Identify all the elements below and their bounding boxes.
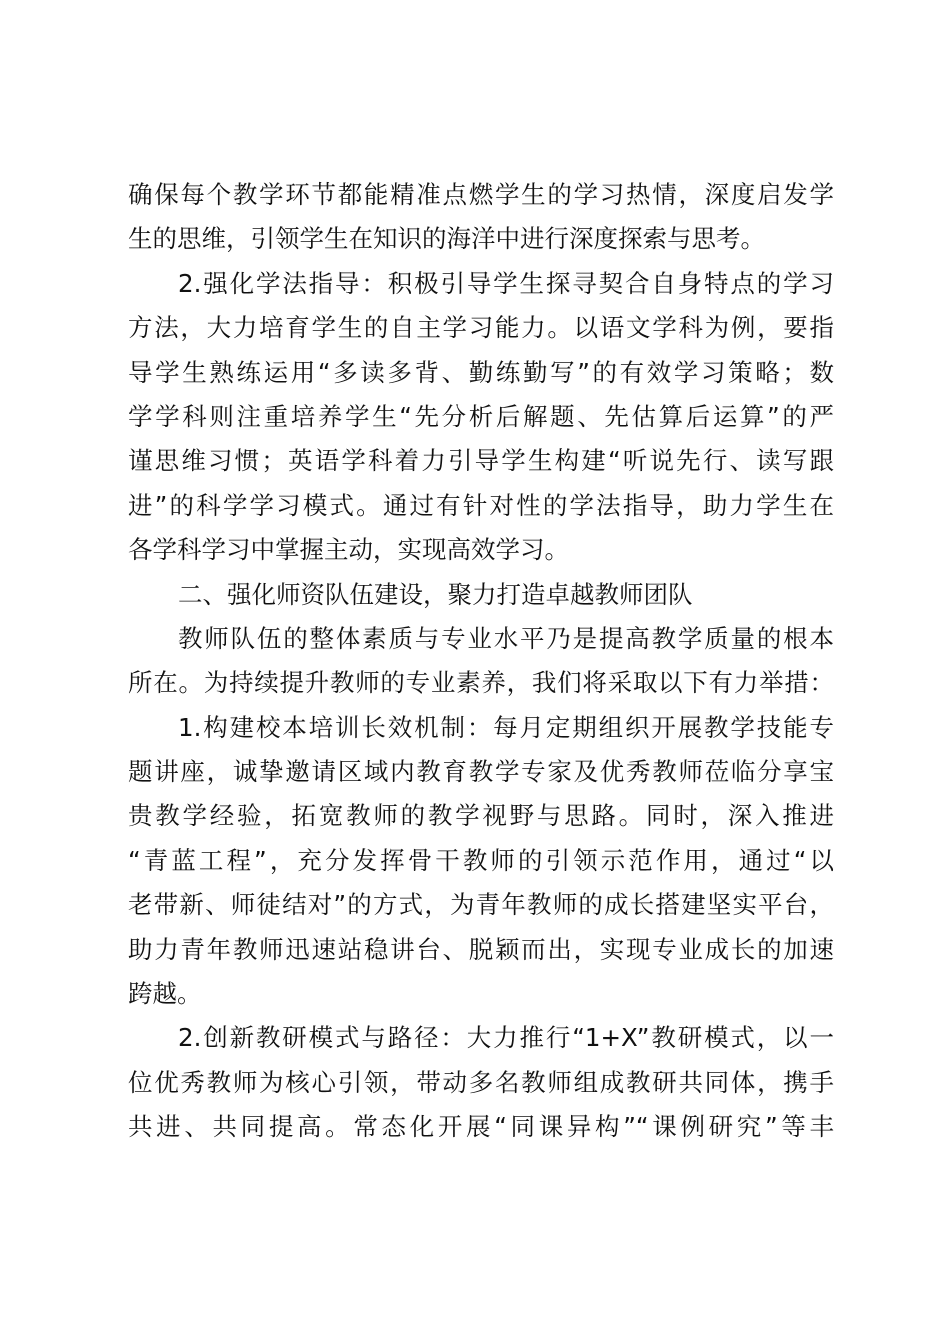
text-line: 导学生熟练运用“多读多背、勤练勤写”的有效学习策略；数 <box>128 357 834 387</box>
text-line: 贵教学经验，拓宽教师的教学视野与思路。同时，深入推进 <box>128 801 834 831</box>
section-heading: 二、强化师资队伍建设，聚力打造卓越教师团队 <box>178 579 693 609</box>
text-line: 谨思维习惯；英语学科着力引导学生构建“听说先行、读写跟 <box>128 446 834 476</box>
document-body <box>128 173 834 1150</box>
text-line: 1.构建校本培训长效机制：每月定期组织开展教学技能专 <box>178 712 834 742</box>
text-line: 2.强化学法指导：积极引导学生探寻契合自身特点的学习 <box>178 268 834 298</box>
text-line: 助力青年教师迅速站稳讲台、脱颖而出，实现专业成长的加速 <box>128 934 834 964</box>
text-line: 题讲座，诚挚邀请区域内教育教学专家及优秀教师莅临分享宝 <box>128 757 834 787</box>
text-line: 确保每个教学环节都能精准点燃学生的学习热情，深度启发学 <box>128 180 834 209</box>
text-line: 所在。为持续提升教师的专业素养，我们将采取以下有力举措： <box>128 668 834 698</box>
text-line: 生的思维，引领学生在知识的海洋中进行深度探索与思考。 <box>128 224 765 254</box>
text-line: 各学科学习中掌握主动，实现高效学习。 <box>128 535 569 565</box>
text-line: 跨越。 <box>128 979 202 1009</box>
text-line: 进”的科学学习模式。通过有针对性的学法指导，助力学生在 <box>128 490 834 520</box>
text-line: 方法，大力培育学生的自主学习能力。以语文学科为例，要指 <box>128 313 834 343</box>
text-line: 共进、共同提高。常态化开展“同课异构”“课例研究”等丰 <box>128 1112 834 1142</box>
text-line: 学学科则注重培养学生“先分析后解题、先估算后运算”的严 <box>128 401 834 431</box>
text-line: 位优秀教师为核心引领，带动多名教师组成教研共同体，携手 <box>128 1067 834 1097</box>
text-line: 教师队伍的整体素质与专业水平乃是提高教学质量的根本 <box>178 623 834 653</box>
text-line: “青蓝工程”，充分发挥骨干教师的引领示范作用，通过“以 <box>128 845 834 875</box>
text-line: 2.创新教研模式与路径：大力推行“1+X”教研模式，以一 <box>178 1023 834 1053</box>
text-line: 老带新、师徒结对”的方式，为青年教师的成长搭建坚实平台， <box>128 890 834 920</box>
